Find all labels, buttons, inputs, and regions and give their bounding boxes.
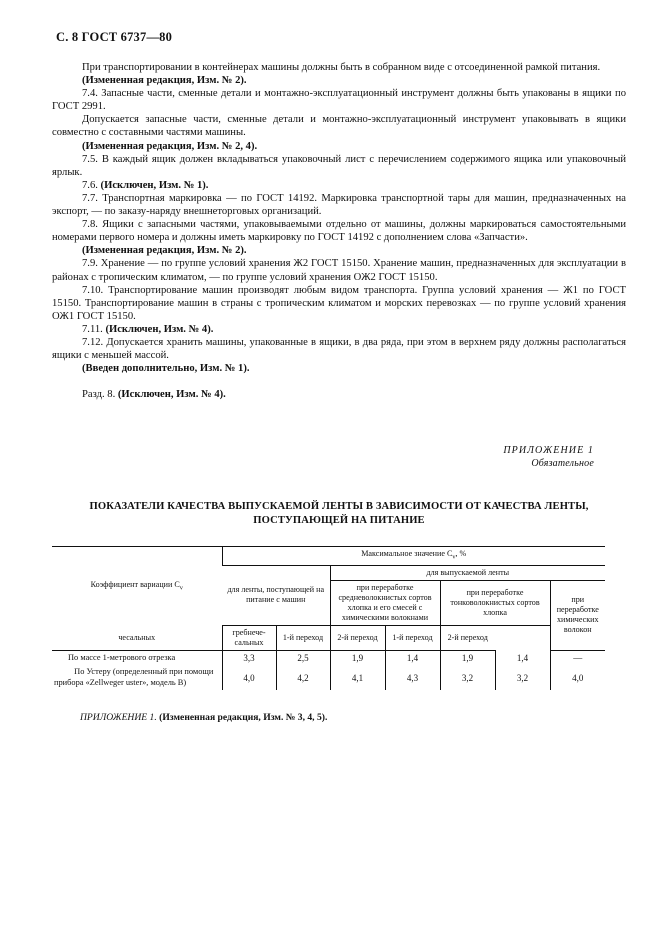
paragraph-15-revision: (Введен дополнительно, Изм. № 1). [82,363,250,375]
row-0-value-0: 3,3 [222,650,276,665]
table-header-row-1 [52,547,605,566]
clause-7-6-revision: (Исключен, Изм. № 1). [100,179,209,191]
col-header-mid-fiber: при переработке средневолокнистых сортов хлопка и его смесей с химическими волокнами [330,580,440,625]
row-0-value-1: 2,5 [276,650,330,665]
row-1-value-6: 4,0 [550,665,605,690]
footer-note-revision: (Измененная редакция, Изм. № 3, 4, 5). [156,712,328,724]
paragraph-3: 7.4. Запасные части, сменные детали и монтажно-эксплуатационный инструмент должны быть упакованы в ящики по ГОСТ 2991. [52,88,626,113]
group-header-cell [222,547,605,566]
row-0-value-3: 1,4 [385,650,440,665]
table-caption [52,500,626,528]
table-header-row-4 [52,625,605,650]
row-label-0: По массе 1-метрового отрезка [68,652,176,662]
paragraph-10-revision: (Измененная редакция, Изм. № 2). [82,245,247,257]
appendix-label-block [52,445,626,470]
stub-header-cell [52,547,222,626]
stub-header-subscript: v [179,584,183,592]
row-1-value-5: 3,2 [495,665,550,690]
row-0-value-5: 1,4 [495,650,550,665]
clause-number-7-11: 7.11. [82,323,106,335]
row-0-value-2: 1,9 [330,650,385,665]
paragraph-8: 7.7. Транспортная маркировка — по ГОСТ 14192. Маркировка транспортной тары для машин, предназначенных на экспорт, — по заказу-наряду внешнеторговых организаций. [52,192,626,218]
clause-7-11-revision: (Исключен, Изм. № 4). [105,323,214,335]
paragraph-14: 7.12. Допускается хранить машины, упакованные в ящики, в два ряда, при этом в верхнем ряду должны располагаться ящики с меньшей массой. [52,336,626,362]
row-1-value-4: 3,2 [440,665,495,690]
leaf-header-0: чесальных [52,625,222,650]
paragraph-5-revision: (Измененная редакция, Изм. № 2, 4). [82,140,258,152]
stub-header-label: Коэффициент вариации C [90,579,180,589]
paragraph-2-revision: (Измененная редакция, Изм. № 2). [82,75,247,87]
table-row [52,650,605,665]
paragraph-7 [52,179,626,192]
footer-note-prefix: ПРИЛОЖЕНИЕ 1. [80,712,157,724]
page-header: С. 8 ГОСТ 6737—80 [56,30,173,44]
paragraph-9: 7.8. Ящики с запасными частями, упаковываемыми отдельно от машины, должны маркироваться самостоятельными номерами первого номера и должны иметь маркировку по ГОСТ 14192 с дополнением слова «Запчасти». [52,219,626,244]
group-header-tail: , % [455,549,467,559]
section-8-revision: (Исключен, Изм. № 4). [117,389,226,401]
paragraph-6: 7.5. В каждый ящик должен вкладываться упаковочный лист с перечислением содержимого ящика или упаковочный ярлык. [52,153,626,178]
subgroup-header-output-sliver: для выпускаемой ленты [330,565,605,580]
group-header-label: Максимальное значение C [361,549,453,559]
paragraph-4: Допускается запасные части, сменные детали и монтажно-эксплуатационный инструмент упаковывать в ящики совместно с составными частями машины. [52,114,626,139]
paragraph-12: 7.10. Транспортирование машин производят любым видом транспорта. Группа условий хранения — Ж1 по ГОСТ 15150. Транспортирование машин в страны с тропическим климатом и морских перевозках — по группе условий хранения ОЖ1 ГОСТ 15150. [52,284,626,322]
section-number-8: Разд. 8. [82,389,118,401]
appendix-label: ПРИЛОЖЕНИЕ 1 [503,445,594,457]
table-caption-line2: ПОСТУПАЮЩЕЙ НА ПИТАНИЕ [253,515,425,527]
leaf-header-3: 2-й переход [330,625,385,650]
table-row [52,665,605,690]
row-label-1: По Устеру (определенный при помощи прибора «Zellweger uster», модель В) [54,667,214,687]
paragraph-16-section8 [52,388,626,401]
row-1-value-3: 4,3 [385,665,440,690]
body-text [52,61,626,401]
row-0-value-4: 1,9 [440,650,495,665]
stub-header-text [54,580,220,594]
row-0-value-6: — [550,650,605,665]
row-1-value-0: 4,0 [222,665,276,690]
appendix-footer-note [52,712,626,723]
col-header-fine-fiber: при переработке тонковолокнистых сортов хлопка [440,580,550,625]
table-caption-line1: ПОКАЗАТЕЛИ КАЧЕСТВА ВЫПУСКАЕМОЙ ЛЕНТЫ В ЗАВИСИМОСТИ ОТ КАЧЕСТВА ЛЕНТЫ, [89,501,589,513]
group-header-subscript: v [452,553,456,561]
leaf-header-1: гребнече-сальных [222,625,276,650]
col-header-feed: для ленты, поступающей на питание с машин [222,565,330,625]
paragraph-1: При транспортировании в контейнерах машины должны быть в собранном виде с отсоединенной рамкой питания. [82,62,601,73]
col-header-chem-fiber: при переработке химических волокон [550,580,605,650]
paragraph-11: 7.9. Хранение — по группе условий хранения Ж2 ГОСТ 15150. Хранение машин, предназначенных для эксплуатации в районах с тропическим климатом, — по группе условий хранения ОЖ2 ГОСТ 15150. [52,258,626,283]
leaf-header-5: 2-й переход [440,625,495,650]
row-1-value-2: 4,1 [330,665,385,690]
paragraph-spacer [52,375,626,388]
leaf-header-2: 1-й переход [276,625,330,650]
leaf-header-4: 1-й переход [385,625,440,650]
row-1-value-1: 4,2 [276,665,330,690]
clause-number-7-6: 7.6. [82,179,101,191]
quality-indicators-table [52,546,605,690]
appendix-obligation: Обязательное [531,457,594,469]
paragraph-13 [52,323,626,336]
